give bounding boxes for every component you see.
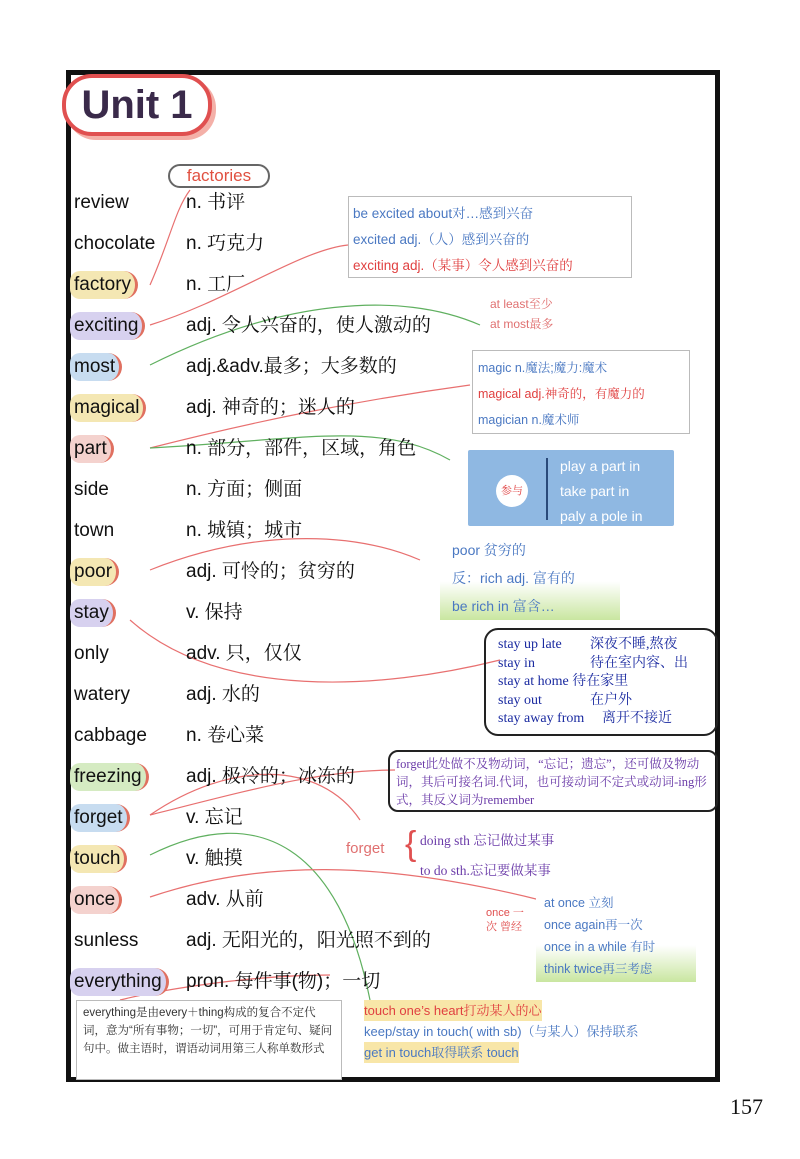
note-once-label: once 一次 曾经 [486, 907, 524, 933]
note-magic [472, 350, 690, 434]
vocab-meaning: n. 工厂 [186, 274, 246, 295]
note-everything: everything是由every＋thing构成的复合不定代词，意为“所有事物；一切”，可用于肯定句、疑问句中。做主语时，谓语动词用第三人称单数形式 [76, 1000, 342, 1080]
note-touch [360, 998, 720, 1066]
note-line: at least至少 [490, 297, 553, 311]
note-line: take part in [560, 483, 630, 499]
note-stay [484, 628, 718, 736]
vocab-meaning: n. 部分，部件，区域，角色 [186, 438, 417, 459]
vocab-word: review [74, 192, 129, 213]
note-excited [348, 196, 632, 278]
note-line: keep/stay in touch( with sb)（与某人）保持联系 [364, 1024, 639, 1039]
note-line: magic n.魔法;魔力:魔术 [478, 361, 608, 375]
note-line: magician n.魔术师 [478, 413, 580, 427]
note-line: poor 贫穷的 [452, 542, 526, 558]
note-forget-usage [420, 826, 554, 886]
note-line: at most最多 [490, 317, 554, 331]
vocab-meaning: adj. 神奇的；迷人的 [186, 397, 355, 418]
note-line: stay at home [498, 674, 569, 689]
vocab-word: magical [70, 394, 146, 422]
part-label-bubble: 参与 [496, 475, 528, 507]
vocab-meaning: n. 城镇；城市 [186, 520, 303, 541]
vocab-meaning: adj. 令人兴奋的，使人激动的 [186, 315, 431, 336]
vocab-word: watery [74, 684, 130, 705]
note-line: once again再一次 [544, 918, 643, 932]
note-once [536, 890, 696, 982]
note-poor [440, 534, 620, 620]
note-line: doing sth 忘记做过某事 [420, 833, 555, 848]
vocab-word: sunless [74, 930, 139, 951]
note-line: paly a pole in [560, 508, 643, 524]
vocab-word: exciting [70, 312, 145, 340]
note-line: think twice再三考虑 [544, 962, 653, 976]
vocab-word: part [70, 435, 114, 463]
brace-icon: { [405, 825, 417, 863]
note-line: 待在家里 [572, 674, 629, 689]
note-line: exciting adj.（某事）令人感到兴奋的 [353, 258, 573, 273]
note-forget-explain: forget此处做不及物动词，“忘记；遗忘”，还可做及物动词，其后可接名词.代词，也可接动词不定式或动词-ing形式，其反义词为remember [388, 750, 718, 812]
vocab-meaning: n. 卷心菜 [186, 725, 265, 746]
note-line: stay in [498, 655, 535, 671]
vocab-word: cabbage [74, 725, 147, 746]
note-line: stay out [498, 692, 542, 708]
note-line: be excited about对…感到兴奋 [353, 206, 534, 221]
note-line: stay away from [498, 711, 585, 726]
note-most [490, 294, 553, 334]
vocab-meaning: adv. 只，仅仅 [186, 643, 302, 664]
vocab-word: stay [70, 599, 116, 627]
note-line: play a part in [560, 458, 641, 474]
vocab-meaning: adj.&adv.最多；大多数的 [186, 356, 397, 377]
note-part [468, 450, 674, 526]
note-line: get in touch取得联系 touch [364, 1042, 519, 1063]
note-line: be rich in 富含… [452, 598, 555, 614]
vocab-word: town [74, 520, 115, 541]
vocab-meaning: n. 方面；侧面 [186, 479, 303, 500]
vocab-meaning: v. 保持 [186, 602, 243, 623]
vocab-word: everything [70, 968, 169, 996]
vocab-meaning: v. 忘记 [186, 807, 243, 828]
note-line: once in a while 有时 [544, 940, 656, 954]
factories-plural-tag: factories [168, 164, 270, 188]
note-line: 在户外 [590, 692, 632, 708]
vocab-word: only [74, 643, 109, 664]
note-line: touch one’s heart打动某人的心 [364, 1000, 542, 1021]
vocab-meaning: adj. 水的 [186, 684, 260, 705]
note-line: stay up late [498, 637, 562, 652]
note-line: 待在室内容、出 [590, 655, 688, 671]
vocab-word: side [74, 479, 109, 500]
vocab-word: freezing [70, 763, 149, 791]
vocab-word: forget [70, 804, 130, 832]
note-forget-label: forget [346, 840, 385, 857]
vocab-meaning: v. 触摸 [186, 848, 243, 869]
vocab-word: poor [70, 558, 119, 586]
vocab-meaning: n. 巧克力 [186, 233, 265, 254]
note-line: to do sth.忘记要做某事 [420, 863, 551, 878]
page-number: 157 [730, 1094, 763, 1119]
note-line: 离开不接近 [602, 711, 672, 726]
note-line: excited adj.（人）感到兴奋的 [353, 232, 530, 247]
vocab-word: factory [70, 271, 138, 299]
note-line: magical adj.神奇的，有魔力的 [478, 387, 645, 401]
note-line: 反：rich adj. 富有的 [452, 570, 575, 586]
vocab-meaning: adj. 可怜的；贫穷的 [186, 561, 355, 582]
vocab-meaning: adj. 无阳光的，阳光照不到的 [186, 930, 431, 951]
unit-title: Unit 1 [62, 74, 212, 136]
note-line: 深夜不睡,熬夜 [590, 637, 678, 652]
vocab-word: once [70, 886, 122, 914]
vocab-meaning: adj. 极冷的；冰冻的 [186, 766, 355, 787]
note-line: at once 立刻 [544, 896, 614, 910]
vocab-word: touch [70, 845, 127, 873]
vocab-meaning: pron. 每件事(物)；一切 [186, 971, 381, 992]
vocab-word: most [70, 353, 122, 381]
vocab-meaning: n. 书评 [186, 192, 246, 213]
vocab-meaning: adv. 从前 [186, 889, 264, 910]
vocab-word: chocolate [74, 233, 156, 254]
